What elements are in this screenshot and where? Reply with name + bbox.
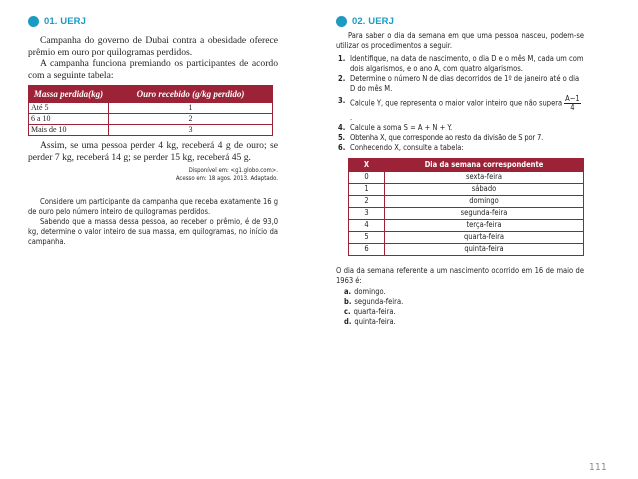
weekday-table-header-row [349,158,584,171]
option-letter: a. [344,287,352,297]
step-text: Determine o número N de dias decorridos de 1º de janeiro até o dia D do mês M. [350,74,580,94]
option-letter: b. [344,297,352,307]
step-number: 2. [338,74,346,84]
answer-option-a[interactable] [336,287,584,297]
option-text: quinta-feira. [354,317,396,327]
q1-paragraph-1: Campanha do governo de Dubai contra a obesidade oferece prêmio em ouro por quilogramas perdidos. [28,35,278,58]
table-row [349,183,584,195]
step-text: Obtenha X, que corresponde ao resto da divisão de S por 7. [350,132,544,142]
table-cell: Até 5 [29,103,109,114]
q1-paragraph-2: A campanha funciona premiando os participantes de acordo com a seguinte tabela: [28,58,278,81]
answer-option-c[interactable] [336,307,584,317]
step-text: Calcule a soma S = A + N + Y. [350,122,453,132]
list-item [336,123,584,133]
option-letter: c. [344,307,351,317]
table-cell: sexta-feira [385,171,584,183]
table-cell: 2 [109,114,273,125]
bullet-icon [336,16,347,27]
answer-options [336,287,584,327]
list-item [336,143,584,153]
question-02-label: 02. UERJ [352,15,394,27]
q1-paragraph-3: Assim, se uma pessoa perder 4 kg, receberá 4 g de ouro; se perder 7 kg, receberá 14 g; se perder 15 kg, receberá 45 g. [28,140,278,163]
step-number: 1. [338,54,346,64]
fraction-numerator: A−1 [565,93,580,103]
table-cell: terça-feira [385,219,584,231]
table-cell: segunda-feira [385,207,584,219]
question-02 [336,0,584,327]
table-cell: domingo [385,195,584,207]
step-number: 3. [338,95,346,105]
bullet-icon [28,16,39,27]
table-cell: 0 [349,171,385,183]
q1-paragraph-4: Considere um participante da campanha que receba exatamente 16 g de ouro pelo número inteiro de quilogramas perdidos. [28,196,278,216]
step-number: 4. [338,122,346,132]
table-row [349,231,584,243]
step-text: Calcule Y, que representa o maior valor inteiro que não supera [350,98,563,108]
table-cell: 5 [349,231,385,243]
table-cell: 1 [109,103,273,114]
reward-table [28,85,273,136]
question-01 [28,0,278,247]
table-row [29,125,273,136]
option-text: domingo. [354,287,386,297]
step-text-end: . [350,112,353,122]
list-item [336,74,584,94]
option-text: segunda-feira. [354,297,404,307]
answer-option-b[interactable] [336,297,584,307]
table-row [29,114,273,125]
table-cell: 2 [349,195,385,207]
step-number: 5. [338,132,345,142]
q2-question: O dia da semana referente a um nascimento ocorrido em 16 de maio de 1963 é: [336,265,584,285]
question-01-label: 01. UERJ [44,15,86,27]
q1-paragraph-5: Sabendo que a massa dessa pessoa, ao receber o prêmio, é de 93,0 kg, determine o valor inteiro de sua massa, em quilogramas, no início da campanha. [28,216,278,246]
option-letter: d. [344,317,352,327]
step-text: Conhecendo X, consulte a tabela: [350,142,464,152]
table-cell: 4 [349,219,385,231]
table-row [349,195,584,207]
list-item [336,54,584,74]
reward-table-header-gold: Ouro recebido (g/kg perdido) [109,86,273,103]
fraction [564,95,581,112]
source-line-2: Acesso em: 18 agos. 2013. Adaptado. [175,174,278,182]
reward-table-header-row [29,86,273,103]
option-text: quarta-feira. [353,307,396,317]
procedure-steps [336,54,584,153]
table-row [349,171,584,183]
list-item [336,133,584,143]
weekday-table [348,158,584,256]
table-row [349,219,584,231]
step-text: Identifique, na data de nascimento, o dia D e o mês M, cada um com dois algarismos, e o ano A, com quatro algarismos. [350,54,584,74]
list-item [336,95,584,123]
table-cell: 3 [109,125,273,136]
source-line-1: Disponível em: <g1.globo.com>. [188,166,278,174]
answer-option-d[interactable] [336,317,584,327]
table-cell: 6 [349,243,385,255]
table-cell: sábado [385,183,584,195]
step-number: 6. [338,142,346,152]
question-01-header [28,14,278,28]
table-cell: quinta-feira [385,243,584,255]
page-number: 111 [589,462,608,473]
table-cell: 3 [349,207,385,219]
q2-intro: Para saber o dia da semana em que uma pessoa nasceu, podem-se utilizar os procedimentos a seguir. [336,31,584,51]
question-02-header [336,14,584,28]
table-cell: Mais de 10 [29,125,109,136]
table-cell: 6 a 10 [29,114,109,125]
reward-table-header-mass: Massa perdida(kg) [29,86,109,103]
source-citation [28,167,278,183]
table-cell: 1 [349,183,385,195]
table-row [349,207,584,219]
table-row [349,243,584,255]
weekday-table-header-x: X [349,158,385,171]
table-row [29,103,273,114]
table-cell: quarta-feira [385,231,584,243]
fraction-denominator: 4 [570,102,575,112]
weekday-table-header-day: Dia da semana correspondente [385,158,584,171]
